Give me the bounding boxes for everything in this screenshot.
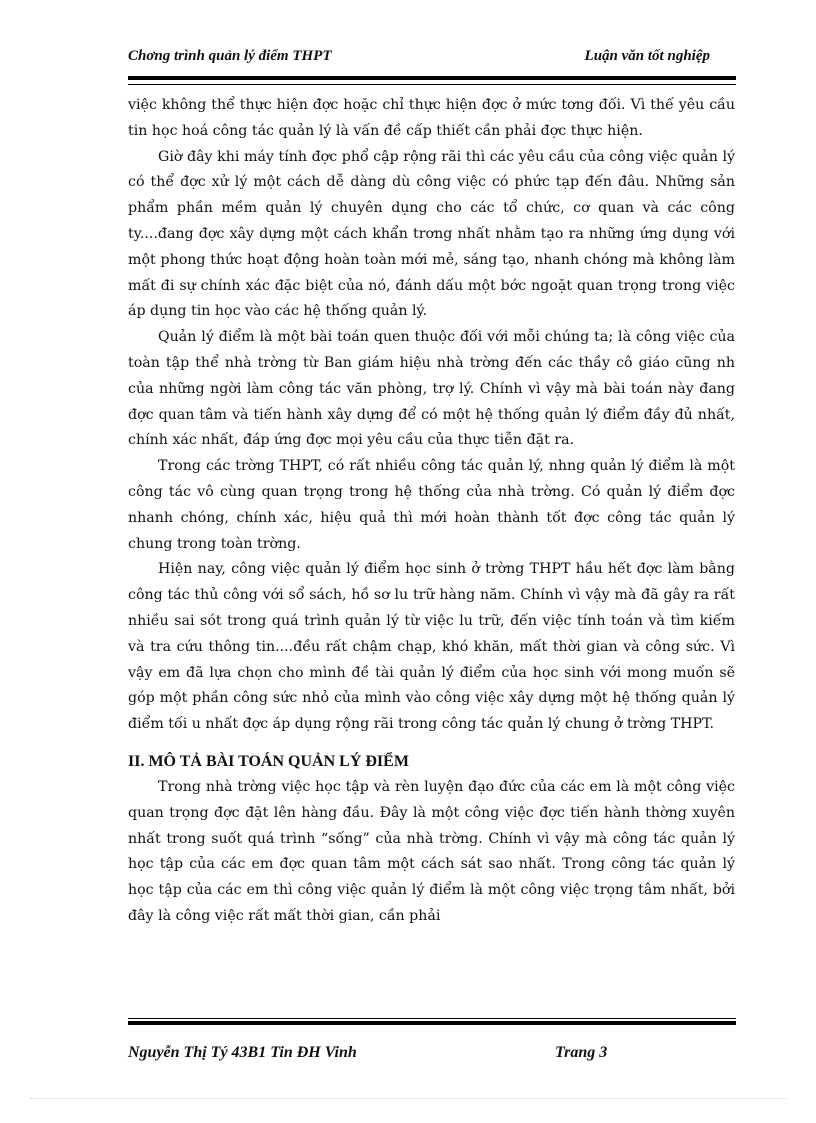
header-title: Chơng trình quản lý điểm THPT [128,48,332,64]
section-paragraph: Trong nhà trờng việc học tập và rèn luyện đạo đức của các em là một công việc quan trọng đợc đặt lên hàng đầu. Đây là một công việc đợc tiến hành thờng xuyên nhất trong suốt quá trình “sống” của nhà trờng. Chính vì vậy mà công tác quản lý học tập của các em đợc quan tâm một cách sát sao nhất. Trong công tác quản lý học tập của các em thì công việc quản lý điểm là một công việc trọng tâm nhất, bởi đây là công việc rất mất thời gian, cần phải [128,778,735,924]
page-edge-dotted-line [30,1098,786,1099]
page-footer [128,1044,736,1066]
section-heading: II. MÔ TẢ BÀI TOÁN QUẢN LÝ ĐIỂM [128,752,409,770]
footer-rule-thin [128,1018,736,1019]
paragraph-2: Giờ đây khi máy tính đợc phổ cập rộng rãi thì các yêu cầu của công việc quản lý có thể đợc xử lý một cách dễ dàng dù công việc có phức tạp đến đâu. Những sản phẩm phần mềm quản lý chuyên dụng cho các tổ chức, cơ quan và các công ty....đang đợc xây dựng một cách khẩn trơng nhất nhằm tạo ra những ứng dụng với một phong thức hoạt động hoàn toàn mới mẻ, sáng tạo, nhanh chóng mà không làm mất đi sự chính xác đặc biệt của nó, đánh dấu một bớc ngoặt quan trọng trong việc áp dụng tin học vào các hệ thống quản lý. [128,148,735,320]
paragraph-1: việc không thể thực hiện đợc hoặc chỉ thực hiện đợc ở mức tơng đối. Vì thế yêu cầu tin học hoá công tác quản lý là vấn đề cấp thiết cần phải đợc thực hiện. [128,97,735,139]
footer-rule-thick [128,1021,736,1025]
page-header [128,48,736,70]
header-subtitle: Luận văn tốt nghiệp [584,48,710,64]
paragraph-5: Hiện nay, công việc quản lý điểm học sinh ở trờng THPT hầu hết đợc làm bằng công tác thủ công với sổ sách, hồ sơ lu trữ hàng năm. Chính vì vậy mà đã gây ra rất nhiều sai sót trong quá trình quản lý từ việc lu trữ, đến việc tính toán và tìm kiếm và tra cứu thông tin....đều rất chậm chạp, khó khăn, mất thời gian và công sức. Vì vậy em đã lựa chọn cho mình đề tài quản lý điểm của học sinh với mong muốn sẽ góp một phần công sức nhỏ của mình vào công việc xây dựng một hệ thống quản lý điểm tối u nhất đợc áp dụng rộng rãi trong công tác quản lý chung ở trờng THPT. [128,561,735,733]
header-rule-thin [128,84,736,85]
paragraph-4: Trong các trờng THPT, có rất nhiều công tác quản lý, nhng quản lý điểm là một công tác vô cùng quan trọng trong hệ thống của nhà trờng. Có quản lý điểm đợc nhanh chóng, chính xác, hiệu quả thì mới hoàn thành tốt đợc công tác quản lý chung trong toàn trờng. [128,458,735,552]
page-number: Trang 3 [555,1044,608,1061]
footer-author: Nguyễn Thị Tý 43B1 Tin ĐH Vinh [128,1044,357,1061]
paragraph-3: Quản lý điểm là một bài toán quen thuộc đối với mỗi chúng ta; là công việc của toàn tập thể nhà trờng từ Ban giám hiệu nhà trờng đến các thầy cô giáo cũng nh của những ngời làm công tác văn phòng, trợ lý. Chính vì vậy mà bài toán này đang đợc quan tâm và tiến hành xây dựng để có một hệ thống quản lý điểm đầy đủ nhất, chính xác nhất, đáp ứng đợc mọi yêu cầu của thực tiễn đặt ra. [128,329,735,449]
page-body [128,93,735,930]
header-rule-thick [128,76,736,80]
